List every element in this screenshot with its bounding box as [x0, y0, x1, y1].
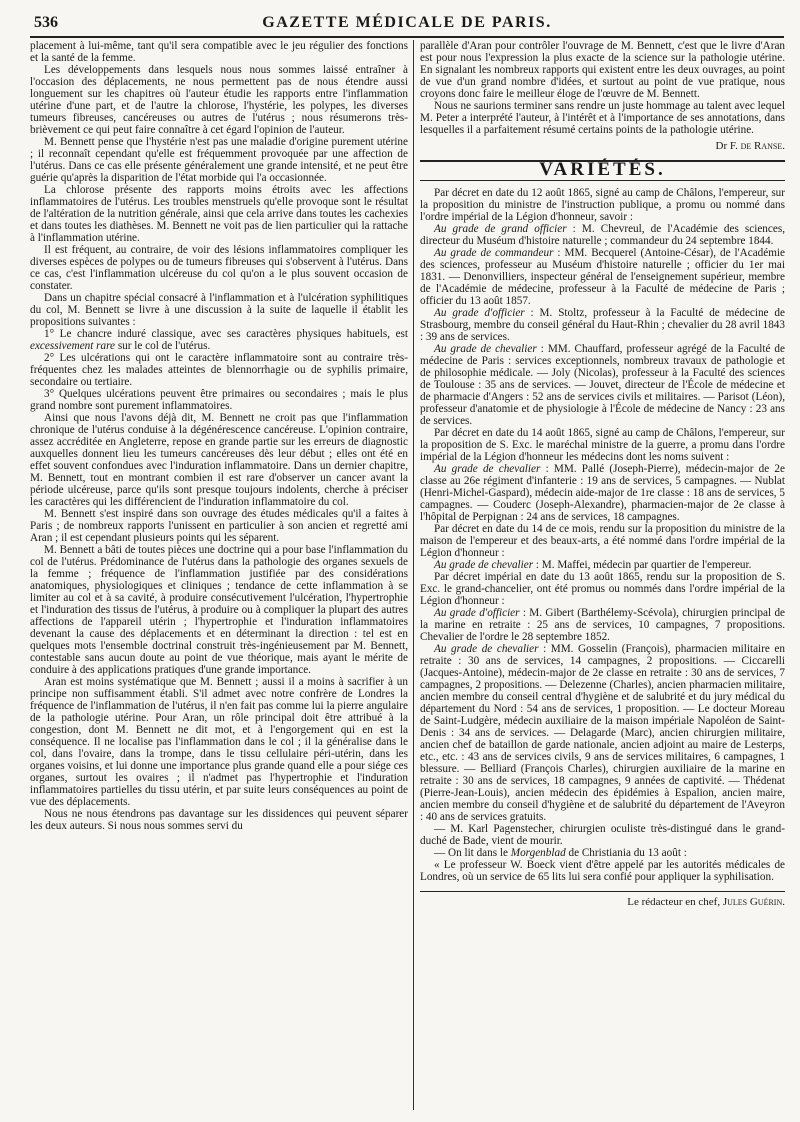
paragraph: M. Bennett a bâti de toutes pièces une doctrine qui a pour base l'inflammation du col de l'utérus. Prédominance de l'utérus dans la pathologie des organes sexuels de la femme ; fréquence de l'inflammation justifiée par des considérations anatomiques, physiologiques et cliniques ; tendance de cette inflammation à se limiter au col et à sa cavité, à produire consécutivement l'ulcération, l'hypertrophie et l'induration des tissus de l'utérus, à produire ou à compliquer la plupart des autres affections de l'appareil utérin ; l'hypertrophie et l'induration inflammatoires devenant la cause des déplacements et en déterminant la direction : tel est en quelques mots l'ensemble doctrinal construit très-ingénieusement par M. Bennett, contestable sans aucun doute au point de vue théorique, mais ayant le mérite de conduire à des applications pratiques d'une grande importance. — [30, 544, 408, 676]
text-run: : MM. Gosselin (François), pharmacien militaire en retraite : 30 ans de services, 14 campagnes, 2 propositions. — Ciccarelli (Jacques-Antoine), médecin-major de 2e classe en retraite : 30 ans de services, 7 campagnes, 2 propositions. — Delezenne (Charles), ancien pharmacien militaire, ancien membre du conseil central d'hygiène et de salubrité et du jury médical du département du Nord : 54 ans de services, 1 proposition. — Le docteur Moreau de Saint-Ludgère, médecin auxiliaire de la maison impériale Napoléon de Saint-Denis : 34 ans de services. — Delagarde (Marc), ancien chirurgien militaire, ancien chef de bataillon de garde nationale, ancien adjoint au maire de Lesterps, etc., etc. : 43 ans de services civils, 9 ans de services militaires, 6 campagnes, 1 blessure. — Belliard (François Charles), chirurgien auxiliaire de la marine en retraite : 30 ans de services, 18 campagnes, 9 années de captivité. — Thédenat (Pierre-Jean-Louis), ancien médecin des épidémies à Espalion, ancien maire, ancien membre du conseil d'hygiène et de salubrité du département de l'Aveyron : 40 ans de services gratuits. — [420, 643, 785, 823]
text-run: — On lit dans le — [434, 847, 511, 859]
right-column — [420, 40, 785, 1115]
paragraph — [420, 847, 785, 859]
paragraph: — M. Karl Pagenstecher, chirurgien oculiste très-distingué dans le grand-duché de Bade, vient de mourir. — [420, 823, 785, 847]
paragraph: 2° Les ulcérations qui ont le caractère inflammatoire sont au contraire très-fréquentes chez les malades atteintes de blennorrhagie ou de syphilis primaire, secondaire ou tertiaire. — [30, 352, 408, 388]
paragraph — [420, 643, 785, 823]
paragraph: Nous ne saurions terminer sans rendre un juste hommage au talent avec lequel M. Peter a interprété l'auteur, à l'intérêt et à l'importance de ses annotations, dans lesquelles il a parfaitement résumé certains points de la pathologie utérine. — [420, 100, 785, 136]
paragraph: Il est fréquent, au contraire, de voir des lésions inflammatoires compliquer les diverses espèces de polypes ou de tumeurs fibreuses qui s'observent à l'utérus. Dans ce cas, c'est l'inflammation ulcéreuse du col qu'on a le plus souvent occasion de constater. — [30, 244, 408, 292]
author-signature — [420, 140, 785, 152]
text-run: sur le col de l'utérus. — [115, 340, 211, 352]
paragraph: Ainsi que nous l'avons déjà dit, M. Bennett ne croit pas que l'inflammation chronique de l'utérus conduise à la dégénérescence cancéreuse. L'opinion contraire, assez accréditée en Angleterre, repose en grande partie sur les erreurs de diagnostic auxquelles donnent lieu les tumeurs cancéreuses dès leur début ; elles ont été en effet souvent confondues avec l'induration inflammatoire. Dans un dernier chapitre, M. Bennett, tout en montrant combien il est rare d'observer un cancer avant la période ulcéreuse, parce qu'ils sont presque toujours indolents, cherche à préciser les caractères qui les différencient de l'induration inflammatoire du col. — [30, 412, 408, 508]
paragraph: Par décret en date du 14 août 1865, signé au camp de Châlons, l'empereur, sur la proposition de S. Exc. le maréchal ministre de la guerre, a promu dans l'ordre impérial de la Légion d'honneur les médecins dont les noms suivent : — [420, 427, 785, 463]
paragraph — [420, 223, 785, 247]
paragraph — [420, 463, 785, 523]
signature-name: de Ranse. — [740, 140, 785, 152]
grade-label: Au grade de chevalier — [434, 343, 537, 355]
paragraph: Dans un chapitre spécial consacré à l'inflammation et à l'ulcération syphilitiques du col, M. Bennett se livre à une discussion à la suite de laquelle il établit les propositions suivantes : — [30, 292, 408, 328]
page-header — [30, 10, 784, 38]
paragraph: Par décret en date du 14 de ce mois, rendu sur la proposition du ministre de la maison de l'empereur et des beaux-arts, a été nommé dans l'ordre impérial de la Légion d'honneur : — [420, 523, 785, 559]
grade-label: Au grade d'officier — [434, 307, 525, 319]
paragraph: parallèle d'Aran pour contrôler l'ouvrage de M. Bennett, c'est que le livre d'Aran est pour nous l'expression la plus exacte de la science sur la pathologie utérine. En signalant les nombreux rapports qui existent entre les deux ouvrages, au point de vue d'un grand nombre d'idées, et surtout au point de vue pratique, nous croyons donc faire le meilleur éloge de l'œuvre de M. Bennett. — [420, 40, 785, 100]
paragraph — [420, 607, 785, 643]
text-run: de Christiania du 13 août : — [565, 847, 687, 859]
journal-title: GAZETTE MÉDICALE DE PARIS. — [262, 14, 552, 31]
text-run: : M. Maffei, médecin par quartier de l'empereur. — [533, 559, 752, 571]
emphasis: excessivement rare — [30, 340, 116, 352]
paragraph: M. Bennett s'est inspiré dans son ouvrage des études médicales qu'il a faites à Paris ; de nombreux rapports l'unissent en particulier à son ancien et regretté ami Aran ; il est cependant plusieurs points qui les séparent. — [30, 508, 408, 544]
paragraph: placement à lui-même, tant qu'il sera compatible avec le jeu régulier des fonctions et la santé de la femme. — [30, 40, 408, 64]
paragraph: Par décret en date du 12 août 1865, signé au camp de Châlons, l'empereur, sur la proposition du ministre de l'instruction publique, a promu ou nommé dans l'ordre impérial de la Légion d'honneur, savoir : — [420, 187, 785, 223]
paragraph: Aran est moins systématique que M. Bennett ; aussi il a moins à sacrifier à un principe non suffisamment établi. S'il admet avec notre confrère de Londres la fréquence de l'inflammation de l'utérus, il n'en fait pas comme lui la pierre angulaire de la pathologie utérine. Pour Aran, un rôle principal doit être attribué à la congestion, dont M. Bennett ne dit mot, et à l'engorgement qui en est la conséquence. Il ne localise pas l'inflammation dans le col ; il la généralise dans le col, dans l'ovaire, dans la trompe, dans le tissu cellulaire péri-utérin, dans les organes voisins, et lui donne une importance plus grande quand elle a pour siége ces organes, surtout les ovaires ; il n'admet pas l'hypertrophie et l'induration inflammatoires partielles du tissu utérin, et par suite leurs conséquences au point de vue des déplacements. — [30, 676, 408, 808]
grade-label: Au grade de grand officier — [434, 223, 567, 235]
column-divider — [413, 40, 414, 1110]
text-run: 1° Le chancre induré classique, avec ses caractères physiques habituels, est — [44, 328, 408, 340]
text-run: : MM. Becquerel (Antoine-César), de l'Académie des sciences, professeur au Muséum d'histoire naturelle ; officier du 1er mai 1831. — Denonvilliers, inspecteur général de l'enseignement supérieur, membre de l'Académie de médecine, professeur à la Faculté de médecine de Paris ; officier du 13 août 1857. — [420, 247, 785, 307]
closing-rule — [420, 891, 785, 892]
paragraph — [30, 328, 408, 352]
paragraph: Les développements dans lesquels nous nous sommes laissé entraîner à l'occasion des déplacements, ne nous permettent pas de nous étendre aussi longuement sur les chapitres où l'auteur étudie les rapports entre l'inflammation utérine d'une part, et de l'autre la chlorose, l'hystérie, les polypes, les diverses tumeurs fibreuses, cancéreuses ou autres de l'utérus ; nous résumerons très-brièvement ce qui peut faire connaître à cet égard l'opinion de l'auteur. — [30, 64, 408, 136]
paragraph — [420, 247, 785, 307]
paragraph — [420, 307, 785, 343]
page-number: 536 — [34, 14, 58, 31]
editor-prefix: Le rédacteur en chef, — [627, 896, 723, 908]
text-run: : MM. Chauffard, professeur agrégé de la Faculté de médecine de Paris : services exceptionnels, nombreux travaux de pathologie et de philosophie médicale. — Joly (Nicolas), professeur à la Faculté des sciences de Toulouse : 35 ans de services. — Jouvet, directeur de l'École de médecine et de pharmacie d'Angers : 52 ans de services civils et militaires. — Parisot (Léon), professeur d'anatomie et de physiologie à l'École de médecine de Nancy : 23 ans de services. — [420, 343, 785, 427]
grade-label: Au grade de chevalier — [434, 559, 534, 571]
paragraph — [420, 343, 785, 427]
signature-prefix: Dr F. — [715, 140, 741, 152]
section-title: VARIÉTÉS. — [539, 159, 666, 180]
paragraph: M. Bennett pense que l'hystérie n'est pas une maladie d'origine purement utérine ; il reconnaît cependant qu'elle est fréquemment provoquée par une affection de l'utérus. Dans ce cas elle présente généralement une grande intensité, et ne peut être guérie qu'après la disparition de l'état morbide qui l'a occasionnée. — [30, 136, 408, 184]
text-run: : M. Stoltz, professeur à la Faculté de médecine de Strasbourg, membre du conseil général du Haut-Rhin ; chevalier du 28 avril 1843 : 39 ans de services. — [420, 307, 785, 343]
grade-label: Au grade de commandeur — [434, 247, 554, 259]
section-heading-box — [420, 160, 785, 181]
paragraph — [420, 559, 785, 571]
grade-label: Au grade de chevalier — [434, 463, 541, 475]
editor-name: Jules Guérin. — [722, 896, 785, 908]
grade-label: Au grade d'officier — [434, 607, 520, 619]
paragraph: « Le professeur W. Boeck vient d'être appelé par les autorités médicales de Londres, où un service de 65 lits lui sera confié pour appliquer la syphilisation. — [420, 859, 785, 883]
paragraph: Nous ne nous étendrons pas davantage sur les dissidences qui peuvent séparer les deux auteurs. Si nous nous sommes servi du — [30, 808, 408, 832]
newspaper-name: Morgenblad — [510, 847, 566, 859]
grade-label: Au grade de chevalier — [434, 643, 539, 655]
left-column — [30, 40, 408, 1115]
paragraph: Par décret impérial en date du 13 août 1865, rendu sur la proposition de S. Exc. le grand-chancelier, ont été promus ou nommés dans l'ordre impérial de la Légion d'honneur : — [420, 571, 785, 607]
text-run: : M. Chevreul, de l'Académie des sciences, directeur du Muséum d'histoire naturelle ; commandeur du 24 septembre 1844. — [420, 223, 785, 247]
editor-signature — [420, 896, 785, 908]
paragraph: La chlorose présente des rapports moins étroits avec les affections inflammatoires de l'utérus. Les troubles menstruels qu'elle provoque sont le résultat de l'altération de la nutrition générale, ainsi que cela arrive dans toutes les cachexies et dans toutes les diathèses. M. Bennett ne voit pas de lien particulier qui la rattache à l'inflammation utérine. — [30, 184, 408, 244]
text-run: : M. Gibert (Barthélemy-Scévola), chirurgien principal de la marine en retraite : 25 ans de services, 10 campagnes, 7 propositions. Chevalier de l'ordre le 28 septembre 1852. — [420, 607, 785, 643]
paragraph: 3° Quelques ulcérations peuvent être primaires ou secondaires ; mais le plus grand nombre sont purement inflammatoires. — [30, 388, 408, 412]
text-run: : MM. Pallé (Joseph-Pierre), médecin-major de 2e classe au 26e régiment d'infanterie : 19 ans de services, 5 campagnes. — Nublat (Henri-Michel-Gaspard), médecin aide-major de 1re classe : 18 ans de services, 5 campagnes. — Couderc (Joseph-Alexandre), pharmacien-major de 2e classe à l'hôpital de Perpignan : 24 ans de services, 18 campagnes. — [420, 463, 785, 523]
